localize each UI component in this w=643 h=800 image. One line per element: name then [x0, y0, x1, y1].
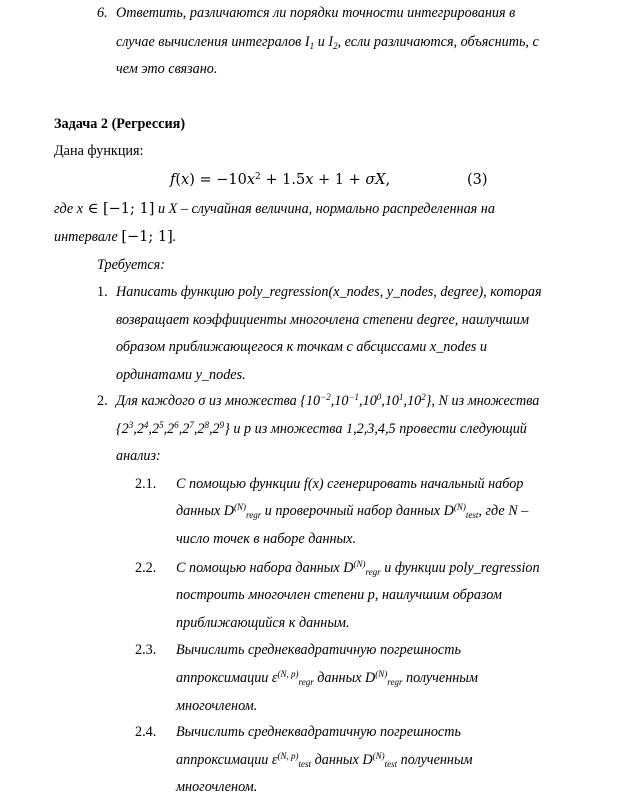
sub-2-2-number: 2.2.	[135, 560, 157, 576]
formula-number: (3)	[467, 172, 488, 188]
sub-2-4-line-1: Вычислить среднеквадратичную погрешность	[176, 724, 461, 740]
task-title: Задача 2 (Регрессия)	[54, 116, 186, 132]
item-6-line-1: Ответить, различаются ли порядки точности интегрирования в	[116, 5, 516, 21]
sub-2-2-line-3: приближающийся к данным.	[176, 615, 350, 631]
item-1-line-3: образом приближающегося к точкам с абсциссами x_nodes и	[116, 339, 488, 355]
sub-2-4-line-3: многочленом.	[176, 779, 258, 795]
sub-2-3-line-1: Вычислить среднеквадратичную погрешность	[176, 642, 461, 658]
given-text: Дана функция:	[54, 143, 144, 159]
item-6-line-2: случае вычисления интегралов $I_1$ и $I_2$, если различаются, объяснить, с	[116, 34, 539, 51]
sub-2-4-number: 2.4.	[135, 724, 157, 740]
sub-2-3-number: 2.3.	[135, 642, 157, 658]
item-6-line-3: чем это связано.	[116, 61, 218, 77]
item-2-line-3: анализ:	[116, 448, 161, 464]
sub-2-3-line-3: многочленом.	[176, 698, 258, 714]
item-2-number: 2.	[97, 393, 108, 409]
sub-2-4-line-2: аппроксимации $\varepsilon^{(N, p)}_{test}$ данных $D^{(N)}_{test}$ полученным	[176, 751, 473, 769]
sub-2-2-line-2: построить многочлен степени p, наилучшим образом	[176, 587, 502, 603]
formula: $f(x) = -10x^2 + 1.5x + 1 + \sigma X$,	[170, 172, 391, 188]
sub-2-1-line-3: число точек в наборе данных.	[176, 531, 356, 547]
sub-2-1-number: 2.1.	[135, 476, 157, 492]
item-1-line-2: возвращает коэффициенты многочлена степени degree, наилучшим	[116, 312, 530, 328]
item-2-line-2: $\{2^3,2^4,2^5,2^6,2^7,2^8,2^9\}$ и p из множества 1,2,3,4,5 провести следующий	[116, 420, 527, 437]
sub-2-1-line-2: данных $D^{(N)}_{regr}$ и проверочный набор данных $D^{(N)}_{test}$, где N –	[176, 502, 529, 520]
sub-2-1-line-1: С помощью функции f(x) сгенерировать начальный набор	[176, 476, 524, 492]
where-line-2: интервале [−1; 1].	[54, 229, 177, 245]
item-2-line-1: Для каждого σ из множества $\{10^{-2},10^{-1},10^0,10^1,10^2\}$, N из множества	[116, 392, 540, 409]
item-1-line-4: ординатами y_nodes.	[116, 367, 246, 383]
sub-2-2-line-1: С помощью набора данных $D^{(N)}_{regr}$ и функции poly_regression	[176, 559, 540, 577]
item-1-number: 1.	[97, 284, 108, 300]
item-6-number: 6.	[97, 5, 108, 21]
sub-2-3-line-2: аппроксимации $\varepsilon^{(N, p)}_{regr}$ данных $D^{(N)}_{regr}$ полученным	[176, 669, 478, 687]
required-label: Требуется:	[97, 257, 165, 273]
item-1-line-1: Написать функцию poly_regression(x_nodes, y_nodes, degree), которая	[116, 284, 542, 300]
where-line-1: где x ∈ [−1; 1] и X – случайная величина, нормально распределенная на	[54, 201, 495, 217]
